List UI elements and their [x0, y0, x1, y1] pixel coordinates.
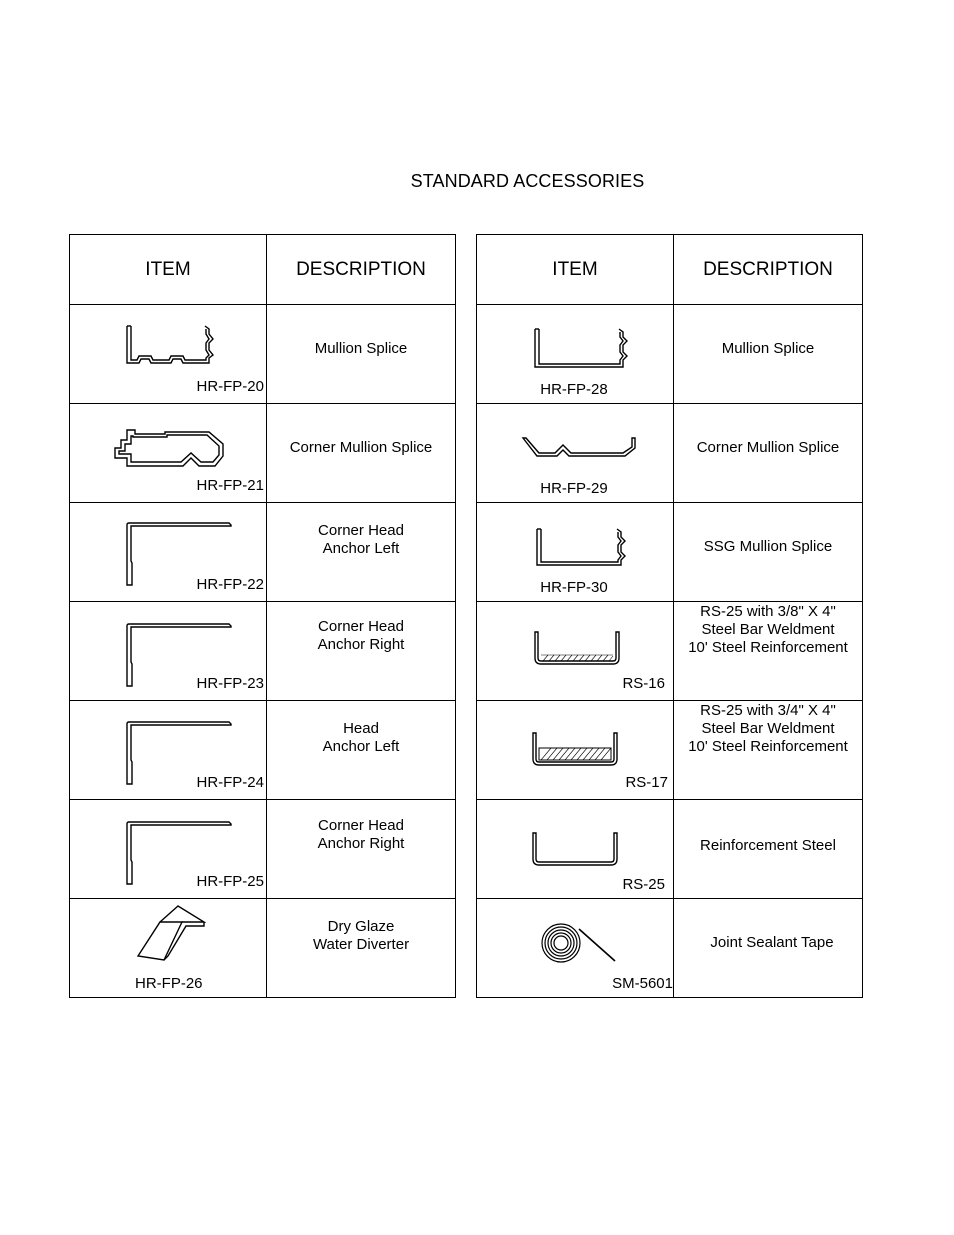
item-code: HR-FP-21	[196, 477, 264, 494]
item-cell	[70, 800, 267, 899]
item-cell	[477, 800, 674, 899]
steel-channel-icon	[531, 831, 619, 869]
description-line: Joint Sealant Tape	[710, 934, 834, 951]
item-code: RS-17	[625, 774, 668, 791]
item-code: HR-FP-30	[540, 579, 608, 596]
description-cell	[674, 899, 863, 998]
item-code: SM-5601	[612, 975, 673, 992]
description-cell	[674, 404, 863, 503]
description-line: Anchor Left	[322, 540, 400, 557]
description-cell	[674, 305, 863, 404]
item-code: HR-FP-25	[196, 873, 264, 890]
description-cell	[267, 800, 456, 899]
description-column-header: DESCRIPTION	[267, 235, 456, 305]
description-line: Corner Mullion Splice	[696, 439, 840, 456]
table-row	[477, 305, 863, 404]
item-code: HR-FP-28	[540, 381, 608, 398]
table-row	[477, 701, 863, 800]
table-row	[70, 899, 456, 998]
description-line: 10' Steel Reinforcement	[688, 639, 848, 656]
item-code: HR-FP-26	[135, 975, 203, 992]
table-row	[70, 800, 456, 899]
channel-with-bar-icon	[533, 630, 621, 668]
table-row	[477, 503, 863, 602]
description-cell	[267, 602, 456, 701]
item-code: HR-FP-22	[196, 576, 264, 593]
table-row	[477, 800, 863, 899]
description-column-header: DESCRIPTION	[674, 235, 863, 305]
table-row	[477, 404, 863, 503]
table-row	[70, 503, 456, 602]
item-cell	[70, 503, 267, 602]
description-line: Dry Glaze	[327, 918, 395, 935]
table-row	[70, 602, 456, 701]
table-row	[70, 305, 456, 404]
item-code: HR-FP-20	[196, 378, 264, 395]
description-line: Anchor Left	[322, 738, 400, 755]
item-code: RS-25	[622, 876, 665, 893]
description-line: Corner Head	[318, 817, 404, 834]
accessories-table-right	[476, 234, 863, 998]
tape-roll-icon	[541, 923, 619, 967]
item-cell	[477, 503, 674, 602]
item-cell	[477, 701, 674, 800]
item-column-header: ITEM	[70, 235, 267, 305]
description-line: Mullion Splice	[721, 340, 815, 357]
accessories-table-left	[69, 234, 456, 998]
description-line: Corner Head	[318, 522, 404, 539]
mullion-splice-profile-icon	[123, 325, 215, 367]
description-line: RS-25 with 3/4" X 4"	[700, 702, 836, 719]
ssg-mullion-splice-profile-icon	[535, 527, 627, 569]
corner-mullion-splice-profile-icon	[521, 436, 639, 462]
table-row	[70, 701, 456, 800]
item-code: HR-FP-24	[196, 774, 264, 791]
description-line: Steel Bar Weldment	[701, 621, 835, 638]
description-cell	[267, 899, 456, 998]
description-cell	[267, 701, 456, 800]
item-cell	[70, 602, 267, 701]
description-cell	[267, 305, 456, 404]
description-line: RS-25 with 3/8" X 4"	[700, 603, 836, 620]
description-line: SSG Mullion Splice	[703, 538, 833, 555]
description-line: Reinforcement Steel	[700, 837, 836, 854]
description-line: Mullion Splice	[314, 340, 408, 357]
description-line: 10' Steel Reinforcement	[688, 738, 848, 755]
item-cell	[477, 602, 674, 701]
item-code: RS-16	[622, 675, 665, 692]
item-cell	[70, 404, 267, 503]
description-line: Anchor Right	[317, 835, 405, 852]
item-cell	[477, 404, 674, 503]
description-line: Head	[343, 720, 379, 737]
description-line: Corner Mullion Splice	[289, 439, 433, 456]
water-diverter-icon	[134, 904, 208, 962]
item-cell	[70, 701, 267, 800]
page-title: STANDARD ACCESSORIES	[410, 171, 645, 191]
channel-with-thick-bar-icon	[531, 731, 619, 769]
description-line: Steel Bar Weldment	[701, 720, 835, 737]
description-cell	[674, 701, 863, 800]
description-cell	[267, 503, 456, 602]
description-cell	[267, 404, 456, 503]
description-cell	[674, 800, 863, 899]
description-line: Corner Head	[318, 618, 404, 635]
description-cell	[674, 503, 863, 602]
corner-mullion-splice-profile-icon	[113, 428, 227, 470]
table-row	[477, 899, 863, 998]
item-code: HR-FP-23	[196, 675, 264, 692]
description-line: Water Diverter	[312, 936, 410, 953]
description-line: Anchor Right	[317, 636, 405, 653]
table-row	[477, 602, 863, 701]
item-cell	[477, 899, 674, 998]
mullion-splice-profile-icon	[533, 327, 627, 369]
description-cell	[674, 602, 863, 701]
item-code: HR-FP-29	[540, 480, 608, 497]
item-cell	[70, 305, 267, 404]
item-column-header: ITEM	[477, 235, 674, 305]
item-cell	[70, 899, 267, 998]
item-cell	[477, 305, 674, 404]
table-row	[70, 404, 456, 503]
